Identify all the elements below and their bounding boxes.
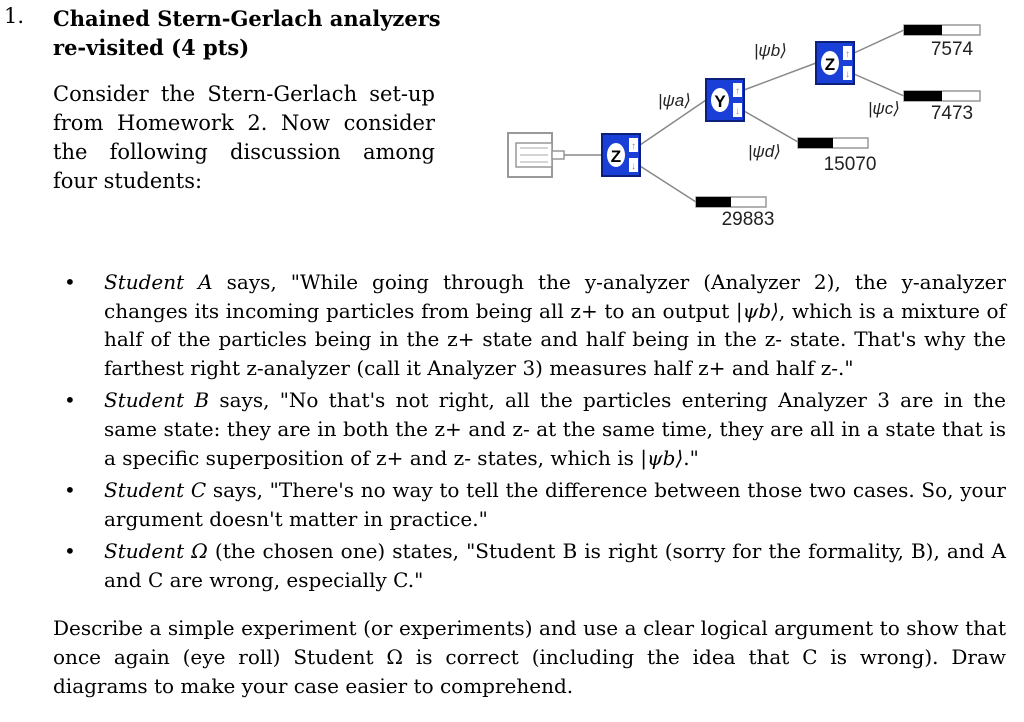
problem-title: Chained Stern-Gerlach analyzers re-visited (4 pts): [53, 6, 441, 60]
oven-source: [508, 133, 564, 177]
analyzer-1-label: Z: [610, 147, 622, 166]
svg-text:↑: ↑: [735, 86, 740, 97]
student-list: [64, 268, 1006, 599]
bullet-icon: •: [64, 270, 76, 294]
student-b-text-end: .": [683, 445, 699, 470]
student-a-name: Student A: [104, 270, 213, 294]
closing-instructions: Describe a simple experiment (or experiments) and use a clear logical argument to show that once again (eye roll) Student Ω is correct (including the idea that C is wrong). Draw diagrams to make your case easier to comprehend.: [53, 616, 1006, 698]
bullet-icon: •: [64, 539, 76, 564]
svg-text:↓: ↓: [631, 161, 636, 172]
counter-y-down-value: 15070: [823, 154, 877, 175]
student-a-text-end: , which is a mixture of half of the particles being in the z+ state and half being in the z- state. That's why the farthest right z-analyzer (call it Analyzer 3) measures half z+ and half z-.": [104, 298, 1006, 380]
ket-psi-b: |ψb⟩: [754, 41, 787, 60]
student-c-item: [64, 476, 1006, 533]
analyzer-3-label: Z: [824, 55, 836, 74]
analyzer-2-label: Y: [714, 92, 726, 111]
student-c-name: Student C: [104, 478, 207, 503]
student-b-ket: |ψb⟩: [640, 445, 684, 470]
student-omega-text: (the chosen one) states, "Student B is right (sorry for the formality, B), and A and C are wrong, especially C.": [104, 539, 1006, 592]
student-omega-item: [64, 537, 1006, 594]
counter-z2-down: [904, 91, 980, 124]
student-a-item: [64, 268, 1006, 382]
student-a-ket: |ψb⟩: [735, 298, 779, 323]
student-b-text: says, "No that's not right, all the particles entering Analyzer 3 are in the same state: they are in both the z+ and z- at the same time, they are all in a state that is a specific superposition of z+ and z- states, which is: [104, 388, 1007, 470]
counter-y-down: [798, 138, 876, 175]
analyzer-1-z: [602, 134, 640, 176]
student-a-text: says, "While going through the y-analyzer (Analyzer 2), the y-analyzer changes its incoming particles from being all z+ to an output: [104, 270, 1007, 323]
analyzer-2-y: [706, 79, 744, 121]
ket-psi-a: |ψa⟩: [658, 91, 691, 110]
student-c-text: says, "There's no way to tell the difference between those two cases. So, your argument doesn't matter in practice.": [104, 478, 1006, 531]
counter-z2-down-value: 7473: [930, 103, 974, 124]
problem-intro: Consider the Stern-Gerlach set-up from Homework 2. Now consider the following discussion among four students:: [53, 82, 435, 193]
svg-text:↓: ↓: [735, 106, 740, 117]
student-b-name: Student B: [104, 388, 210, 413]
student-omega-name: Student Ω: [104, 539, 208, 564]
ket-psi-d: |ψd⟩: [748, 142, 781, 161]
bullet-icon: •: [64, 388, 76, 413]
analyzer-3-z: [816, 42, 854, 84]
bullet-icon: •: [64, 478, 76, 503]
ket-psi-c: |ψc⟩: [868, 99, 900, 118]
counter-z-down-value: 29883: [721, 209, 775, 230]
counter-z2-up: [904, 25, 980, 60]
student-b-item: [64, 386, 1006, 472]
counter-z2-up-value: 7574: [930, 39, 974, 60]
svg-text:↓: ↓: [845, 69, 850, 80]
svg-text:↑: ↑: [631, 141, 636, 152]
problem-number: 1.: [4, 4, 25, 28]
stern-gerlach-diagram: [500, 8, 1020, 238]
svg-text:↑: ↑: [845, 49, 850, 60]
counter-z-down: [696, 197, 774, 230]
